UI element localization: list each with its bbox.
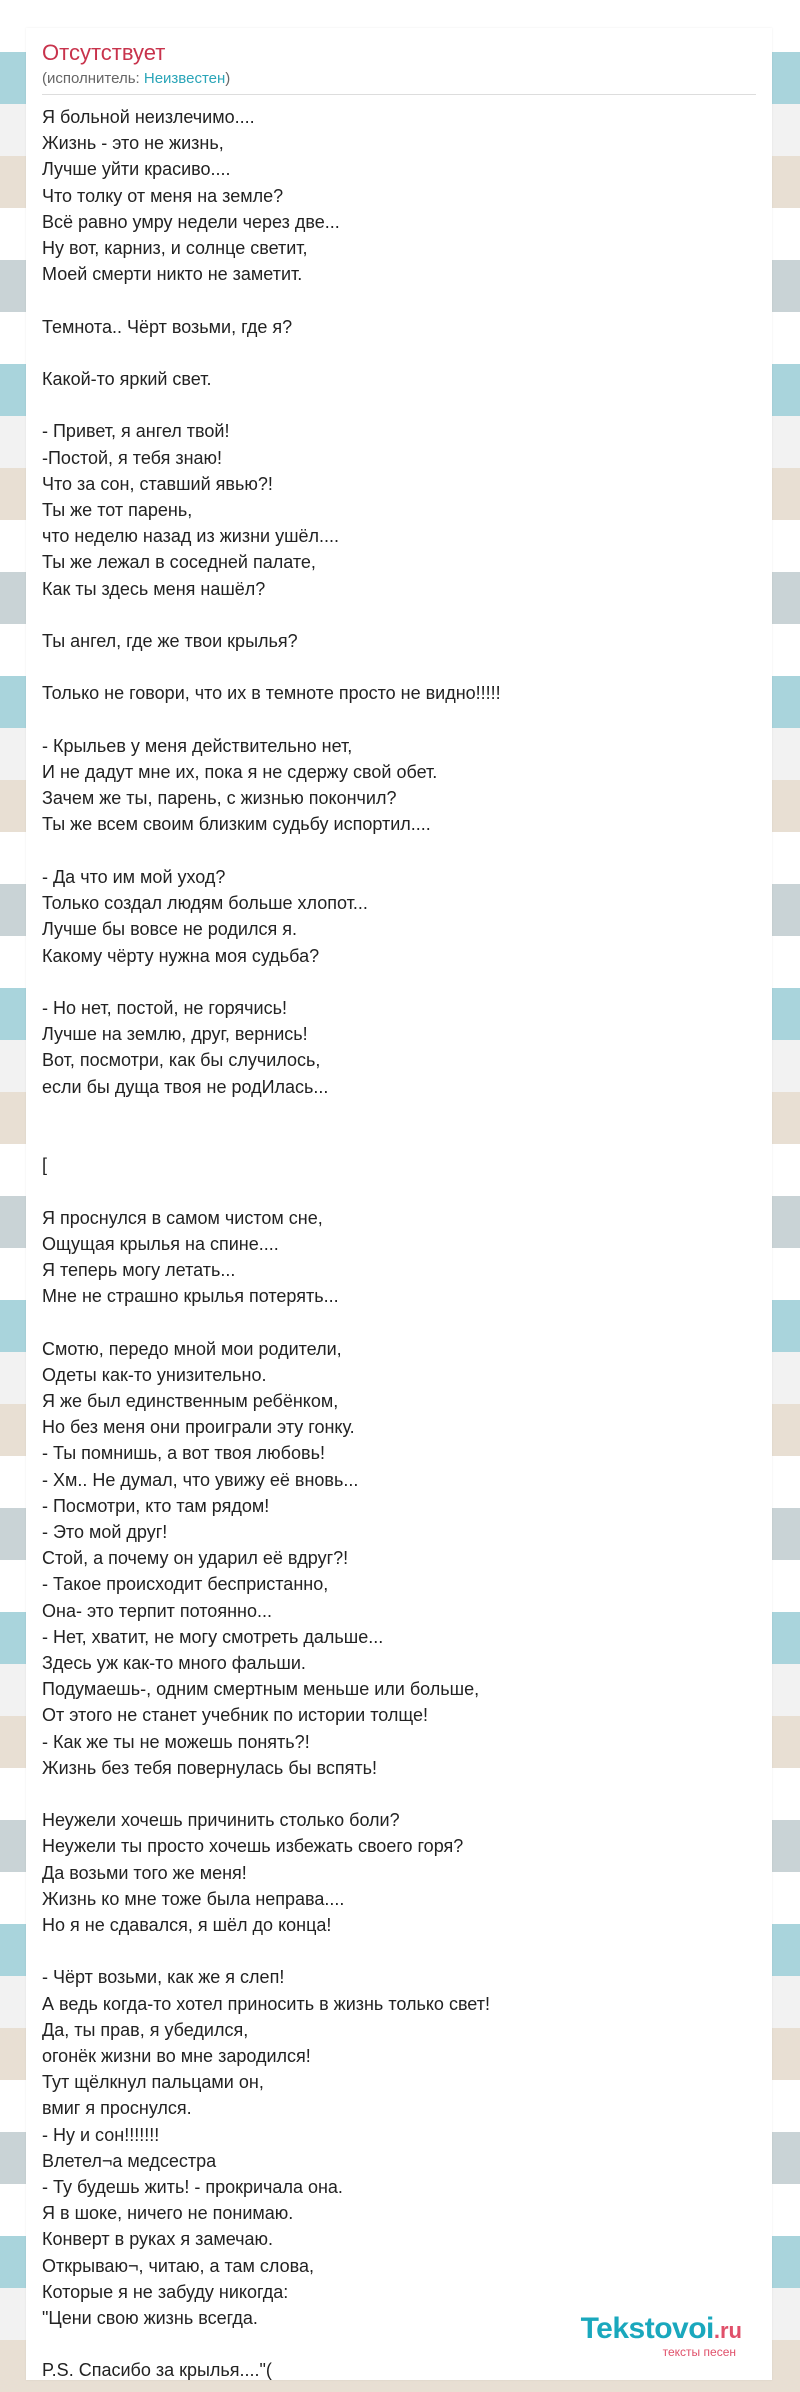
lyrics-line: P.S. Спасибо за крылья...."( [42, 2360, 272, 2381]
lyrics-line [42, 602, 742, 628]
logo-suffix-text: .ru [713, 2318, 742, 2343]
performer-suffix: ) [225, 70, 231, 87]
lyrics-line: Неужели хочешь причинить столько боли? [42, 1810, 400, 1831]
lyrics-line: Конверт в руках я замечаю. [42, 2229, 274, 2250]
lyrics-line: Я в шоке, ничего не понимаю. [42, 2203, 294, 2224]
lyrics-line [42, 1781, 742, 1807]
performer-line [42, 70, 230, 88]
lyrics-line: Я же был единственным ребёнком, [42, 1390, 339, 1411]
lyrics-text [42, 104, 742, 2384]
lyrics-line [42, 1100, 742, 1126]
lyrics-line: Как ты здесь меня нашёл? [42, 578, 266, 599]
lyrics-line [42, 707, 742, 733]
logo-main-text: Tekstovoi [580, 2312, 714, 2345]
lyrics-line: - Такое происходит беспристанно, [42, 1574, 329, 1595]
lyrics-line: -Постой, я тебя знаю! [42, 447, 223, 468]
lyrics-line: что неделю назад из жизни ушёл.... [42, 526, 340, 547]
lyrics-line: Жизнь без тебя повернулась бы вспять! [42, 1757, 378, 1778]
lyrics-line: Только не говори, что их в темноте просто не видно!!!!! [42, 683, 501, 704]
lyrics-line: Жизнь ко мне тоже была неправа.... [42, 1888, 345, 1909]
lyrics-line: Одеты как-то унизительно. [42, 1364, 267, 1385]
lyrics-line: Ты же лежал в соседней палате, [42, 552, 316, 573]
lyrics-line [42, 1309, 742, 1335]
lyrics-line: "Цени свою жизнь всегда. [42, 2308, 258, 2329]
lyrics-line: если бы дуща твоя не родИлась... [42, 1076, 329, 1097]
lyrics-line: Она- это терпит потоянно... [42, 1600, 272, 1621]
lyrics-line: Я проснулся в самом чистом сне, [42, 1207, 323, 1228]
lyrics-line: Неужели ты просто хочешь избежать своего горя? [42, 1836, 464, 1857]
logo-tagline: тексты песен [662, 2345, 736, 2359]
lyrics-line: Ощущая крылья на спине.... [42, 1233, 279, 1254]
lyrics-line [42, 654, 742, 680]
lyrics-line: Жизнь - это не жизнь, [42, 133, 224, 154]
lyrics-line: Какой-то яркий свет. [42, 369, 212, 390]
lyrics-line: От этого не станет учебник по истории толще! [42, 1705, 429, 1726]
lyrics-line: Подумаешь-, одним смертным меньше или больше, [42, 1679, 480, 1700]
lyrics-line: Всё равно умру недели через две... [42, 211, 340, 232]
lyrics-line: Моей смерти никто не заметит. [42, 264, 303, 285]
lyrics-line: - Ты помнишь, а вот твоя любовь! [42, 1443, 325, 1464]
lyrics-line [42, 340, 742, 366]
lyrics-line: Да возьми того же меня! [42, 1862, 247, 1883]
lyrics-line: Ты ангел, где же твои крылья? [42, 631, 298, 652]
lyrics-card [26, 28, 772, 2380]
lyrics-line: - Как же ты не можешь понять?! [42, 1731, 310, 1752]
lyrics-line: Только создал людям больше хлопот... [42, 893, 368, 914]
lyrics-line: Зачем же ты, парень, с жизнью покончил? [42, 788, 397, 809]
lyrics-line: Я больной неизлечимо.... [42, 107, 255, 127]
lyrics-line: Темнота.. Чёрт возьми, где я? [42, 316, 293, 337]
lyrics-line [42, 287, 742, 313]
lyrics-line: - Ну и сон!!!!!!! [42, 2124, 160, 2145]
lyrics-line: Здесь уж как-то много фальши. [42, 1652, 306, 1673]
lyrics-line: - Привет, я ангел твой! [42, 421, 230, 442]
lyrics-line: - Хм.. Не думал, что увижу её вновь... [42, 1469, 359, 1490]
lyrics-line: Открываю¬, читаю, а там слова, [42, 2255, 314, 2276]
lyrics-line: Стой, а почему он ударил её вдруг?! [42, 1548, 349, 1569]
lyrics-line: Что толку от меня на земле? [42, 185, 284, 206]
lyrics-line: Ты же всем своим близким судьбу испортил.... [42, 814, 431, 835]
lyrics-line: Лучше на землю, друг, вернись! [42, 1024, 308, 1045]
lyrics-line: И не дадут мне их, пока я не сдержу свой обет. [42, 762, 438, 783]
lyrics-line: - Да что им мой уход? [42, 866, 226, 887]
lyrics-line: - Это мой друг! [42, 1521, 168, 1542]
lyrics-line [42, 969, 742, 995]
lyrics-line: Какому чёрту нужна моя судьба? [42, 945, 320, 966]
lyrics-line: Ты же тот парень, [42, 500, 193, 521]
lyrics-line [42, 1126, 742, 1152]
lyrics-line: Я теперь могу летать... [42, 1259, 236, 1280]
lyrics-line: Которые я не забуду никогда: [42, 2281, 289, 2302]
lyrics-line: Мне не страшно крылья потерять... [42, 1286, 339, 1307]
lyrics-line: [ [42, 1155, 48, 1176]
performer-link[interactable]: Неизвестен [143, 70, 226, 87]
lyrics-line [42, 1178, 742, 1204]
lyrics-line: Влетел¬а медсестра [42, 2150, 217, 2171]
lyrics-line: - Посмотри, кто там рядом! [42, 1495, 270, 1516]
lyrics-line: Вот, посмотри, как бы случилось, [42, 1050, 321, 1071]
performer-prefix: (исполнитель: [42, 70, 144, 87]
lyrics-line: - Нет, хватит, не могу смотреть дальше... [42, 1626, 384, 1647]
lyrics-line: - Но нет, постой, не горячись! [42, 997, 287, 1018]
lyrics-line: Да, ты прав, я убедился, [42, 2019, 249, 2040]
lyrics-line [42, 838, 742, 864]
lyrics-line [42, 1938, 742, 1964]
lyrics-line: Но я не сдавался, я шёл до конца! [42, 1915, 332, 1936]
lyrics-line: - Ту будешь жить! - прокричала она. [42, 2177, 343, 2198]
song-title: Отсутствует [42, 40, 166, 65]
header-divider [42, 94, 756, 95]
lyrics-line: Тут щёлкнул пальцами он, [42, 2072, 264, 2093]
lyrics-line: огонёк жизни во мне зародился! [42, 2046, 311, 2067]
lyrics-line: А ведь когда-то хотел приносить в жизнь только свет! [42, 1993, 490, 2014]
lyrics-line: - Чёрт возьми, как же я слеп! [42, 1967, 285, 1988]
lyrics-line: Что за сон, ставший явью?! [42, 473, 273, 494]
lyrics-line: Ну вот, карниз, и солнце светит, [42, 238, 308, 259]
lyrics-line: вмиг я проснулся. [42, 2098, 192, 2119]
lyrics-line: Смотю, передо мной мои родители, [42, 1338, 342, 1359]
lyrics-line: Лучше уйти красиво.... [42, 159, 231, 180]
lyrics-line: Но без меня они проиграли эту гонку. [42, 1417, 355, 1438]
site-logo[interactable] [581, 2314, 742, 2358]
lyrics-line: - Крыльев у меня действительно нет, [42, 735, 353, 756]
lyrics-line: Лучше бы вовсе не родился я. [42, 919, 297, 940]
lyrics-line [42, 392, 742, 418]
